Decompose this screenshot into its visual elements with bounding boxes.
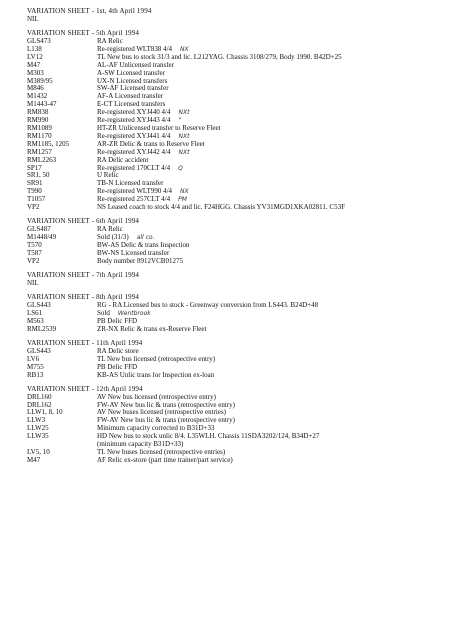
entry-description-text: Re-registered XYJ440 4/4 (97, 109, 171, 117)
entry-description (97, 402, 433, 410)
entry-description-text: TL New bus licensed (retrospective entry) (97, 355, 216, 363)
entry-row (27, 125, 433, 133)
section-heading: VARIATION SHEET - 7th April 1994 (27, 270, 140, 279)
entry-description-text: Sold (31/3) (97, 234, 129, 242)
section-heading: VARIATION SHEET - 1st, 4th April 1994 (27, 7, 152, 15)
entry-description-text: Body number 8912VCB01275 (97, 257, 183, 265)
entry-row (27, 457, 433, 465)
handwritten-note: PM (178, 196, 187, 204)
entry-description (97, 348, 433, 356)
vehicle-code: T1057 (27, 195, 46, 204)
vehicle-code: LS61 (27, 308, 43, 317)
entry-description (97, 425, 433, 433)
vehicle-code: RB13 (27, 370, 44, 379)
entry-description-text: Re-registered XYJ441 4/4 (97, 132, 171, 140)
vehicle-code: LLW25 (27, 424, 49, 433)
entry-description-text: AV New bus licensed (retrospective entry) (97, 393, 216, 401)
entry-description-text: TB-N Licensed transfer (97, 180, 164, 188)
entry-description (97, 117, 433, 125)
entry-description-text: PB Delic FFD (97, 363, 138, 371)
entry-description (97, 433, 433, 441)
entry-description-text: TL New bus to stock 31/3 and lic. L212YAG. Chassis 3108/279, Body 1990. B42D+25 (97, 53, 342, 61)
entry-row (27, 188, 433, 196)
entry-description (97, 157, 433, 165)
entry-description-text: HT-ZR Unlicensed transfer to Reserve Fleet (97, 124, 221, 132)
entry-description (97, 38, 433, 46)
vehicle-code: T570 (27, 240, 42, 249)
variation-section (27, 340, 433, 380)
entry-row (27, 394, 433, 402)
entry-row (27, 326, 433, 334)
vehicle-code: SR91 (27, 179, 43, 188)
variation-section (27, 386, 433, 465)
handwritten-note: all co. (136, 234, 155, 242)
entry-row (27, 318, 433, 326)
entry-row (27, 417, 433, 425)
vehicle-code: RM1170 (27, 131, 52, 140)
entry-row (27, 433, 433, 441)
entry-description-text: Minimum capacity corrected to B31D+33 (97, 425, 215, 433)
vehicle-code: M1443-47 (27, 100, 57, 109)
entry-row (27, 109, 433, 117)
variation-section (27, 272, 433, 288)
entry-description (97, 409, 433, 417)
entry-description-text: NS Leased coach to stock 4/4 and lic. F24HGG. Chassis YV31MGD1XKA02811. C53F (97, 204, 345, 212)
entry-description-text: Re-registered XYJ443 4/4 (97, 117, 171, 125)
handwritten-note: NX (180, 45, 189, 53)
entry-description (97, 188, 433, 196)
entry-description (97, 457, 433, 465)
entry-description-text: HD New bus to stock unlic 8/4. L35WLH. Chassis 11SDA3202/124, B34D+27 (97, 433, 320, 441)
entry-description (97, 85, 433, 93)
entry-description (97, 180, 433, 188)
entry-row (27, 280, 433, 288)
entry-row (27, 46, 433, 54)
vehicle-code: VP2 (27, 256, 40, 265)
entry-row (27, 133, 433, 141)
vehicle-code: M1448/49 (27, 233, 57, 242)
entry-description (97, 302, 433, 310)
entry-description (97, 125, 433, 133)
entry-description-text: (minimum capacity B31D+33) (97, 441, 184, 449)
vehicle-code: SP17 (27, 163, 42, 172)
entry-description-text: RA Delic accident (97, 156, 149, 164)
vehicle-code: DRL160 (27, 392, 52, 401)
entry-description (97, 250, 433, 258)
entry-row (27, 78, 433, 86)
entry-row (27, 196, 433, 204)
entry-description-text: AL-AF Unlicensed transfer (97, 61, 174, 69)
vehicle-code: VP2 (27, 203, 40, 212)
entry-description (97, 326, 433, 334)
entry-row (27, 141, 433, 149)
entry-description (97, 417, 433, 425)
vehicle-code: RML2263 (27, 155, 57, 164)
entry-description-text: BW-AS Delic & trans Inspection (97, 241, 190, 249)
entry-description-text: E-CT Licensed transfers (97, 101, 166, 109)
entry-description (97, 280, 433, 288)
entry-description (97, 242, 433, 250)
entry-row (27, 85, 433, 93)
variation-section (27, 218, 433, 265)
entry-description (97, 149, 433, 157)
entry-description (97, 310, 433, 318)
entry-description (97, 101, 433, 109)
entry-description (97, 78, 433, 86)
entry-row (27, 258, 433, 266)
entry-row (27, 204, 433, 212)
vehicle-code: NIL (27, 14, 39, 23)
entry-row (27, 180, 433, 188)
entry-description (97, 234, 433, 242)
entry-description-text: BW-NS Licensed transfer (97, 249, 170, 257)
entry-row (27, 402, 433, 410)
vehicle-code: DRL162 (27, 400, 52, 409)
entry-description (97, 62, 433, 70)
entry-description (97, 54, 433, 62)
vehicle-code: M303 (27, 68, 44, 77)
entry-description (97, 133, 433, 141)
entry-row (27, 409, 433, 417)
entry-description-text: Sold (97, 309, 110, 317)
vehicle-code: NIL (27, 278, 39, 287)
entry-row (27, 302, 433, 310)
handwritten-note: Q (178, 164, 183, 172)
entry-description (97, 258, 433, 266)
vehicle-code: RML2539 (27, 324, 57, 333)
entry-description-text: A-SW Licensed transfer (97, 69, 165, 77)
vehicle-code: GLS487 (27, 225, 51, 234)
entry-row (27, 54, 433, 62)
vehicle-code: M563 (27, 316, 44, 325)
vehicle-code: RM838 (27, 108, 49, 117)
vehicle-code: RM1185, 1205 (27, 139, 70, 148)
vehicle-code: M389/95 (27, 76, 53, 85)
entry-description (97, 165, 433, 173)
handwritten-note: NX (180, 188, 189, 196)
entry-row (27, 441, 433, 449)
entry-row (27, 16, 433, 24)
vehicle-code: GLS443 (27, 346, 51, 355)
entry-description-text: RA Relic (97, 38, 123, 46)
variation-section (27, 30, 433, 212)
entry-description-text: Re-registered 170CLT 4/4 (97, 164, 171, 172)
entry-description (97, 226, 433, 234)
entry-description (97, 70, 433, 78)
entry-description-text: AF Relic ex-store (part time trainer/part service) (97, 456, 233, 464)
handwritten-note: NXt (178, 148, 190, 156)
entry-description-text: KB-AS Unlic trans for Inspection ex-loan (97, 371, 215, 379)
entry-description-text: PB Delic FFD (97, 317, 138, 325)
entry-description (97, 172, 433, 180)
entry-description (97, 372, 433, 380)
vehicle-code: LV12 (27, 52, 43, 61)
entry-row (27, 157, 433, 165)
entry-description-text: Re-registered XYJ442 4/4 (97, 148, 171, 156)
variation-section (27, 8, 433, 24)
vehicle-code: M755 (27, 362, 44, 371)
entry-description (97, 141, 433, 149)
vehicle-code: M846 (27, 84, 44, 93)
entry-row (27, 310, 433, 318)
entry-description-text: AV New buses licensed (retrospective entries) (97, 409, 227, 417)
section-heading: VARIATION SHEET - 11th April 1994 (27, 338, 143, 347)
entry-row (27, 62, 433, 70)
vehicle-code: LV5, 10 (27, 448, 50, 456)
entry-row (27, 425, 433, 433)
entry-row (27, 234, 433, 242)
entry-description-text: Re-registered WLT838 4/4 (97, 45, 173, 53)
entry-description (97, 196, 433, 204)
entry-row (27, 242, 433, 250)
entry-row (27, 38, 433, 46)
handwritten-note: " (178, 117, 182, 125)
entry-description (97, 46, 433, 54)
entry-row (27, 165, 433, 173)
entry-description-text: UX-N Licensed transfers (97, 77, 168, 85)
entry-description-text: SW-AF Licensed transfer (97, 85, 169, 93)
vehicle-code: GLS473 (27, 37, 51, 46)
entry-description-text: Re-registered 257CLT 4/4 (97, 196, 171, 204)
entry-description (97, 356, 433, 364)
vehicle-code: LLW35 (27, 432, 49, 441)
vehicle-code: LLW1, 8, 10 (27, 408, 63, 417)
entry-row (27, 449, 433, 457)
vehicle-code: M47 (27, 455, 41, 464)
vehicle-code: LV6 (27, 354, 40, 363)
vehicle-code: T587 (27, 248, 42, 257)
entry-description-text: RG - RA Licensed bus to stock - Greenway conversion from LS443. B24D+48 (97, 302, 319, 309)
entry-description-text: AF-A Licensed transfer (97, 93, 164, 101)
entry-description-text: FW-AV New bus lic & trans (retrospective entry) (97, 401, 235, 409)
entry-row (27, 172, 433, 180)
entry-description-text: RA Relic (97, 226, 123, 234)
entry-description (97, 394, 433, 402)
entry-description (97, 204, 433, 212)
handwritten-note: Wentbrook (117, 309, 151, 317)
entry-row (27, 149, 433, 157)
vehicle-code: M1432 (27, 92, 48, 101)
vehicle-code: RM1089 (27, 123, 52, 132)
entry-description (97, 318, 433, 326)
entry-description-text: U Relic (97, 172, 119, 180)
entry-row (27, 364, 433, 372)
vehicle-code: RM1257 (27, 147, 52, 156)
entry-row (27, 372, 433, 380)
entry-description (97, 93, 433, 101)
entry-row (27, 348, 433, 356)
entry-row (27, 70, 433, 78)
entry-description (97, 449, 433, 457)
vehicle-code: GLS443 (27, 301, 51, 309)
entry-row (27, 226, 433, 234)
section-heading: VARIATION SHEET - 5th April 1994 (27, 29, 140, 38)
vehicle-code: SR1, 50 (27, 171, 50, 180)
entry-description-text: ZR-NX Relic & trans ex-Reserve Fleet (97, 325, 207, 333)
entry-row (27, 101, 433, 109)
vehicle-code: LLW3 (27, 416, 46, 425)
entry-description (97, 364, 433, 372)
section-heading: VARIATION SHEET - 8th April 1994 (27, 293, 140, 302)
vehicle-code: M47 (27, 60, 41, 69)
entry-description-text: TL New buses licensed (retrospective entries) (97, 449, 226, 456)
vehicle-code: T990 (27, 187, 42, 196)
handwritten-note: NXt (178, 109, 190, 117)
entry-description-text: Re-registered WLT990 4/4 (97, 188, 173, 196)
entry-row (27, 93, 433, 101)
entry-row (27, 356, 433, 364)
handwritten-note: NXt (178, 132, 190, 140)
vehicle-code: RM990 (27, 116, 49, 125)
entry-row (27, 250, 433, 258)
entry-description-text: AR-ZR Delic & trans to Reserve Fleet (97, 140, 205, 148)
entry-description (97, 109, 433, 117)
vehicle-code: L138 (27, 44, 42, 53)
entry-description-text: RA Delic store (97, 347, 139, 355)
entry-description-text: FW-AV New bus lic & trans (retrospective entry) (97, 417, 235, 425)
section-heading: VARIATION SHEET - 6th April 1994 (27, 217, 140, 226)
entry-description (97, 16, 433, 24)
section-heading: VARIATION SHEET - 12th April 1994 (27, 384, 143, 393)
entry-description (97, 441, 433, 449)
entry-row (27, 117, 433, 125)
variation-section (27, 294, 433, 334)
